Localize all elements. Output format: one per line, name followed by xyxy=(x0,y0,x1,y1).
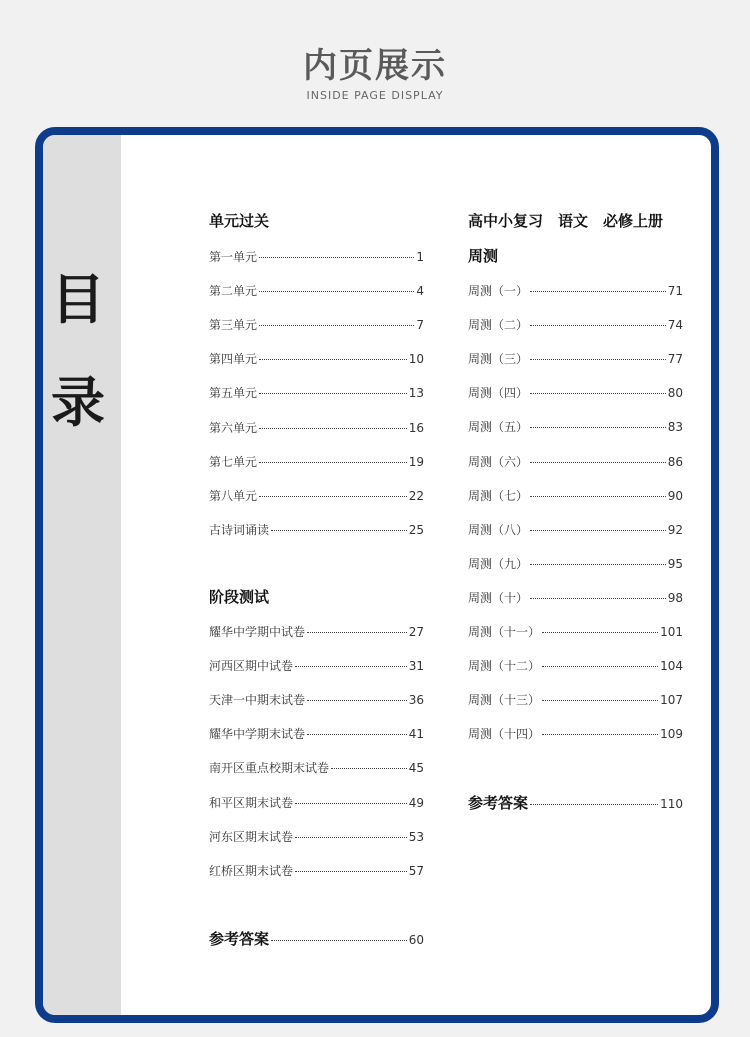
toc-entry-page: 10 xyxy=(408,352,424,367)
toc-entry-page: 95 xyxy=(667,556,683,571)
toc-entry[interactable] xyxy=(468,351,683,367)
toc-entry[interactable] xyxy=(209,863,424,879)
section-title-stage-tests: 阶段测试 xyxy=(209,588,270,606)
toc-entry-label: 周测（三） xyxy=(468,352,529,367)
toc-entry-label: 参考答案 xyxy=(209,930,270,948)
toc-entry-page: 83 xyxy=(667,420,683,435)
toc-entry[interactable] xyxy=(209,726,424,742)
dot-leader xyxy=(295,871,407,872)
toc-entry-label: 红桥区期末试卷 xyxy=(209,863,294,878)
toc-entry-page: 7 xyxy=(416,318,424,333)
dot-leader xyxy=(530,325,666,326)
toc-entry-answers[interactable] xyxy=(209,931,424,947)
dot-leader xyxy=(295,803,407,804)
toc-entry-page: 27 xyxy=(408,625,424,639)
toc-entry-page: 57 xyxy=(408,863,424,878)
toc-entry[interactable] xyxy=(468,419,683,435)
toc-entry[interactable] xyxy=(468,317,683,333)
section-title-weekly: 周测 xyxy=(468,247,499,265)
toc-entry-label: 周测（十三） xyxy=(468,693,541,708)
spine-char-mu: 目 xyxy=(51,268,105,331)
section-title-units: 单元过关 xyxy=(209,212,270,230)
toc-entry[interactable] xyxy=(209,624,424,640)
toc-entry-page: 19 xyxy=(408,454,424,469)
toc-entry-label: 第三单元 xyxy=(209,318,258,333)
toc-entry-label: 周测（七） xyxy=(468,488,529,503)
dot-leader xyxy=(530,496,666,497)
toc-entry-label: 周测（二） xyxy=(468,318,529,333)
toc-entry-page: 36 xyxy=(408,693,424,708)
toc-entry-page: 101 xyxy=(660,625,683,639)
toc-entry-label: 周测（十二） xyxy=(468,659,541,674)
toc-entry[interactable] xyxy=(209,488,424,504)
toc-entry-label: 周测（一） xyxy=(468,284,529,298)
dot-leader xyxy=(259,291,414,292)
toc-entry[interactable] xyxy=(209,249,424,265)
toc-entry[interactable] xyxy=(209,658,424,674)
toc-entry-page: 49 xyxy=(408,795,424,810)
toc-entry-page: 92 xyxy=(667,522,683,537)
dot-leader xyxy=(542,666,658,667)
toc-entry-page: 4 xyxy=(416,284,424,299)
toc-entry-label: 第六单元 xyxy=(209,420,258,435)
dot-leader xyxy=(259,359,407,360)
toc-entry-label: 和平区期末试卷 xyxy=(209,795,294,810)
toc-entry-label: 耀华中学期中试卷 xyxy=(209,625,306,639)
toc-entry-page: 71 xyxy=(667,284,683,298)
dot-leader xyxy=(542,700,658,701)
toc-entry-label: 第五单元 xyxy=(209,386,258,401)
toc-entry-page: 90 xyxy=(667,488,683,503)
toc-entry[interactable] xyxy=(209,420,424,436)
toc-entry[interactable] xyxy=(209,317,424,333)
toc-entry-label: 周测（四） xyxy=(468,386,529,401)
dot-leader xyxy=(542,632,658,633)
toc-entry[interactable] xyxy=(209,385,424,401)
toc-entry[interactable] xyxy=(468,590,683,606)
toc-entry[interactable] xyxy=(209,351,424,367)
dot-leader xyxy=(259,496,407,497)
toc-entry-label: 周测（十一） xyxy=(468,625,541,639)
toc-entry-page: 86 xyxy=(667,454,683,469)
toc-entry-answers[interactable] xyxy=(468,795,683,811)
toc-entry-label: 古诗词诵读 xyxy=(209,522,270,537)
dot-leader xyxy=(542,734,658,735)
toc-entry-page: 80 xyxy=(667,386,683,401)
dot-leader xyxy=(530,598,666,599)
toc-entry-page: 25 xyxy=(408,522,424,537)
toc-entry-page: 41 xyxy=(408,727,424,742)
toc-entry[interactable] xyxy=(468,522,683,538)
dot-leader xyxy=(259,257,414,258)
toc-entry-label: 河西区期中试卷 xyxy=(209,659,294,674)
toc-entry-label: 天津一中期末试卷 xyxy=(209,693,306,708)
toc-entry-page: 31 xyxy=(408,659,424,674)
book-title: 高中小复习 语文 必修上册 xyxy=(468,212,664,230)
toc-entry[interactable] xyxy=(209,522,424,538)
toc-entry[interactable] xyxy=(209,829,424,845)
dot-leader xyxy=(530,393,666,394)
toc-entry-label: 第七单元 xyxy=(209,454,258,469)
toc-entry-page: 110 xyxy=(660,797,683,811)
dot-leader xyxy=(530,804,658,805)
toc-entry[interactable] xyxy=(468,556,683,572)
toc-entry-page: 104 xyxy=(660,659,683,674)
toc-entry-label: 周测（六） xyxy=(468,454,529,469)
dot-leader xyxy=(530,462,666,463)
dot-leader xyxy=(271,530,407,531)
toc-entry-page: 60 xyxy=(408,933,424,947)
toc-entry[interactable] xyxy=(468,726,683,742)
toc-entry-page: 74 xyxy=(667,318,683,333)
toc-entry-page: 1 xyxy=(416,250,424,264)
toc-entry-label: 周测（五） xyxy=(468,420,529,435)
toc-spine xyxy=(43,135,121,1015)
toc-entry-label: 周测（九） xyxy=(468,556,529,571)
toc-entry-label: 河东区期末试卷 xyxy=(209,829,294,844)
toc-entry-page: 53 xyxy=(408,829,424,844)
toc-entry[interactable] xyxy=(468,454,683,470)
toc-entry[interactable] xyxy=(468,385,683,401)
toc-entry-label: 周测（十） xyxy=(468,590,529,605)
toc-entry[interactable] xyxy=(209,760,424,776)
dot-leader xyxy=(530,530,666,531)
page-header-title: 内页展示 xyxy=(303,46,447,86)
dot-leader xyxy=(307,632,407,633)
dot-leader xyxy=(295,837,407,838)
spine-char-lu: 录 xyxy=(51,371,105,434)
toc-entry[interactable] xyxy=(209,454,424,470)
dot-leader xyxy=(307,734,407,735)
toc-entry[interactable] xyxy=(209,283,424,299)
toc-entry[interactable] xyxy=(468,658,683,674)
dot-leader xyxy=(271,940,407,941)
toc-entry-label: 第一单元 xyxy=(209,250,258,264)
toc-entry-page: 107 xyxy=(660,693,683,708)
toc-entry[interactable] xyxy=(468,692,683,708)
toc-frame xyxy=(35,127,719,1023)
dot-leader xyxy=(259,428,407,429)
dot-leader xyxy=(530,564,666,565)
toc-entry-label: 第四单元 xyxy=(209,352,258,367)
toc-entry[interactable] xyxy=(468,488,683,504)
dot-leader xyxy=(530,427,666,428)
toc-entry[interactable] xyxy=(209,692,424,708)
toc-entry-label: 第八单元 xyxy=(209,488,258,503)
toc-entry-label: 耀华中学期末试卷 xyxy=(209,727,306,742)
dot-leader xyxy=(259,393,407,394)
page-header-subtitle: INSIDE PAGE DISPLAY xyxy=(306,89,444,102)
toc-entry[interactable] xyxy=(468,283,683,299)
toc-entry-label: 参考答案 xyxy=(468,794,529,812)
toc-entry-page: 45 xyxy=(408,761,424,776)
toc-entry-page: 77 xyxy=(667,352,683,367)
dot-leader xyxy=(307,700,407,701)
toc-entry-page: 13 xyxy=(408,386,424,401)
toc-entry-label: 周测（十四） xyxy=(468,727,541,742)
toc-entry-page: 109 xyxy=(660,727,683,742)
toc-entry-label: 周测（八） xyxy=(468,522,529,537)
toc-entry-page: 16 xyxy=(408,420,424,435)
dot-leader xyxy=(295,666,407,667)
toc-entry-label: 第二单元 xyxy=(209,284,258,299)
toc-entry-label: 南开区重点校期末试卷 xyxy=(209,761,330,776)
dot-leader xyxy=(530,359,666,360)
dot-leader xyxy=(331,768,407,769)
dot-leader xyxy=(530,291,666,292)
toc-entry-page: 98 xyxy=(667,590,683,605)
toc-entry[interactable] xyxy=(209,795,424,811)
toc-entry-page: 22 xyxy=(408,488,424,503)
toc-entry[interactable] xyxy=(468,624,683,640)
dot-leader xyxy=(259,325,414,326)
dot-leader xyxy=(259,462,407,463)
